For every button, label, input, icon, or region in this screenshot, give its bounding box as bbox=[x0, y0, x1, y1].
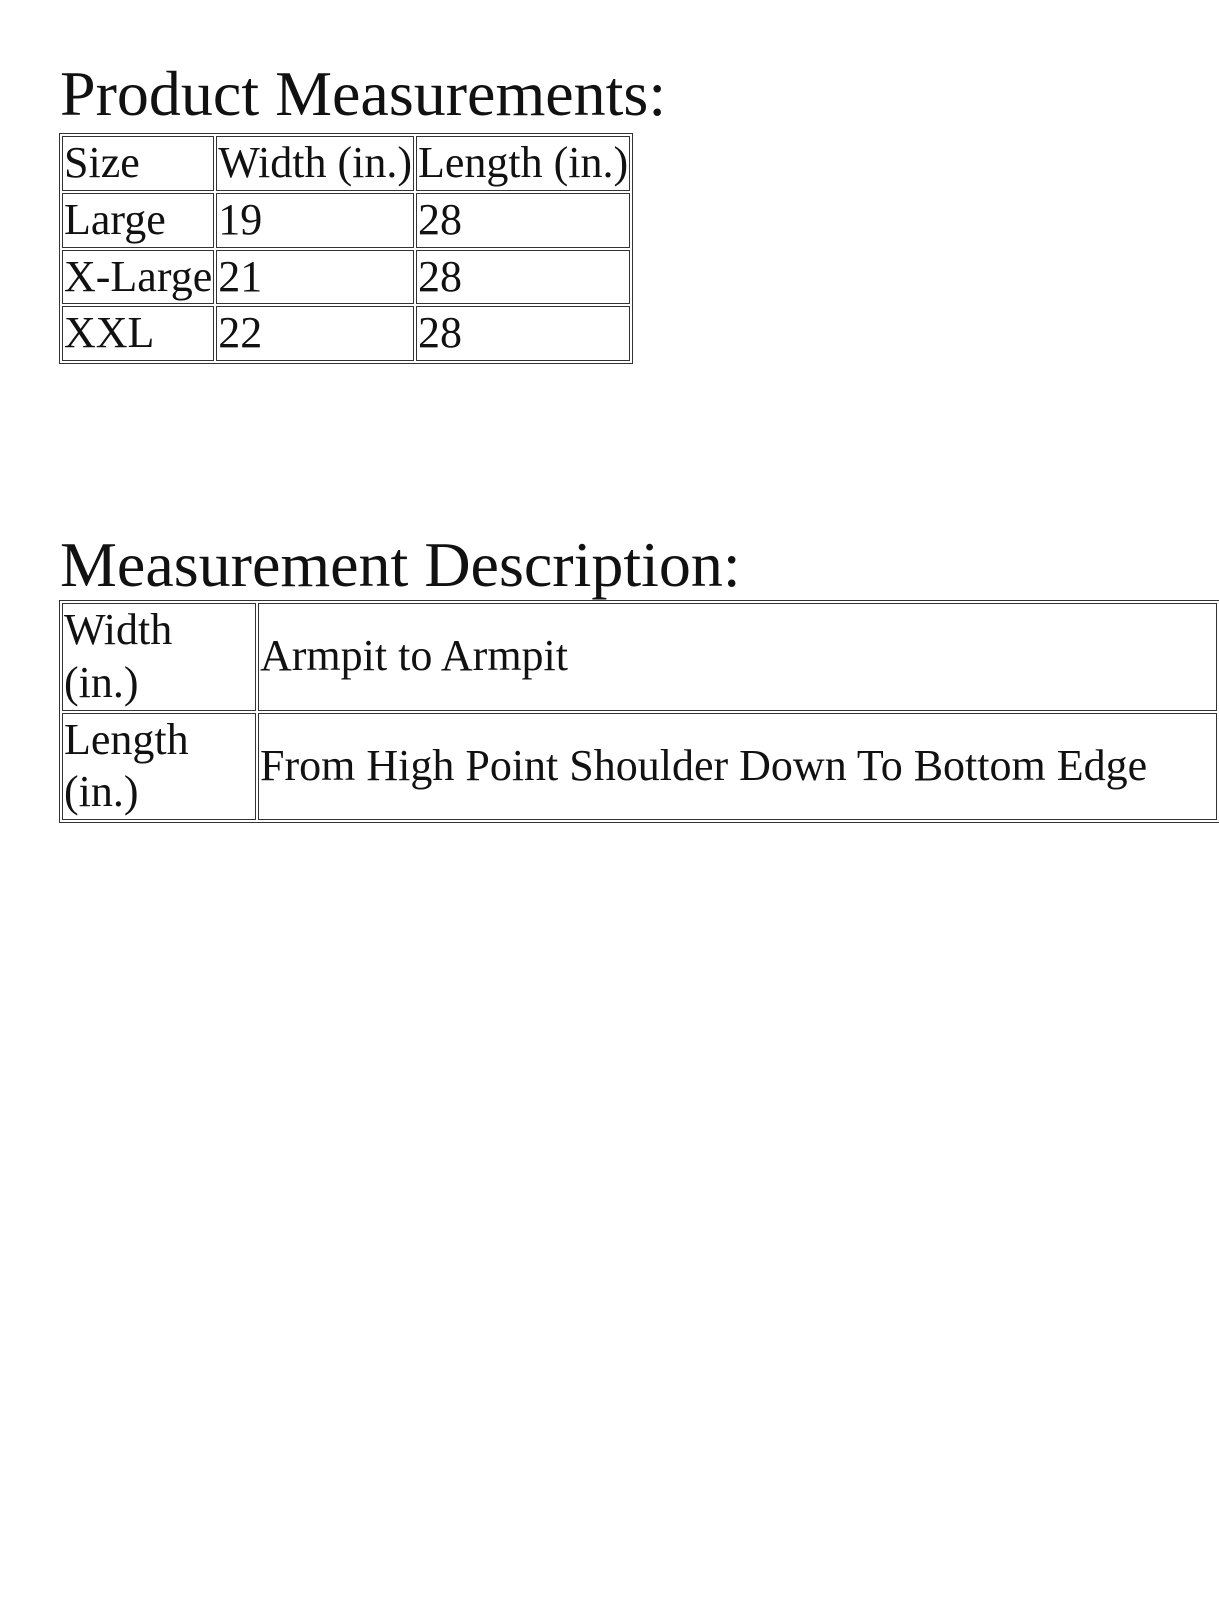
size-table bbox=[59, 133, 633, 364]
header-cell-size: Size bbox=[62, 136, 214, 191]
product-measurements-title: Product Measurements: bbox=[60, 58, 667, 129]
length-cell: 28 bbox=[416, 193, 630, 248]
width-cell: 22 bbox=[216, 306, 414, 361]
measurement-name-cell: Width (in.) bbox=[62, 603, 256, 711]
description-table-viewport bbox=[59, 600, 1148, 830]
header-cell-length: Length (in.) bbox=[416, 136, 630, 191]
measurement-name-cell: Length (in.) bbox=[62, 713, 256, 821]
table-row bbox=[62, 193, 630, 248]
size-cell: Large bbox=[62, 193, 214, 248]
table-row bbox=[62, 713, 1217, 821]
header-cell-width: Width (in.) bbox=[216, 136, 414, 191]
width-cell: 19 bbox=[216, 193, 414, 248]
description-table bbox=[59, 600, 1219, 823]
length-cell: 28 bbox=[416, 306, 630, 361]
measurement-description-cell: Armpit to Armpit bbox=[258, 603, 1217, 711]
table-row bbox=[62, 603, 1217, 711]
length-cell: 28 bbox=[416, 250, 630, 305]
table-row bbox=[62, 306, 630, 361]
table-row bbox=[62, 250, 630, 305]
measurement-description-title: Measurement Description: bbox=[60, 529, 741, 600]
width-cell: 21 bbox=[216, 250, 414, 305]
measurement-description-cell: From High Point Shoulder Down To Bottom Edge bbox=[258, 713, 1217, 821]
size-cell: X-Large bbox=[62, 250, 214, 305]
table-header-row bbox=[62, 136, 630, 191]
size-cell: XXL bbox=[62, 306, 214, 361]
